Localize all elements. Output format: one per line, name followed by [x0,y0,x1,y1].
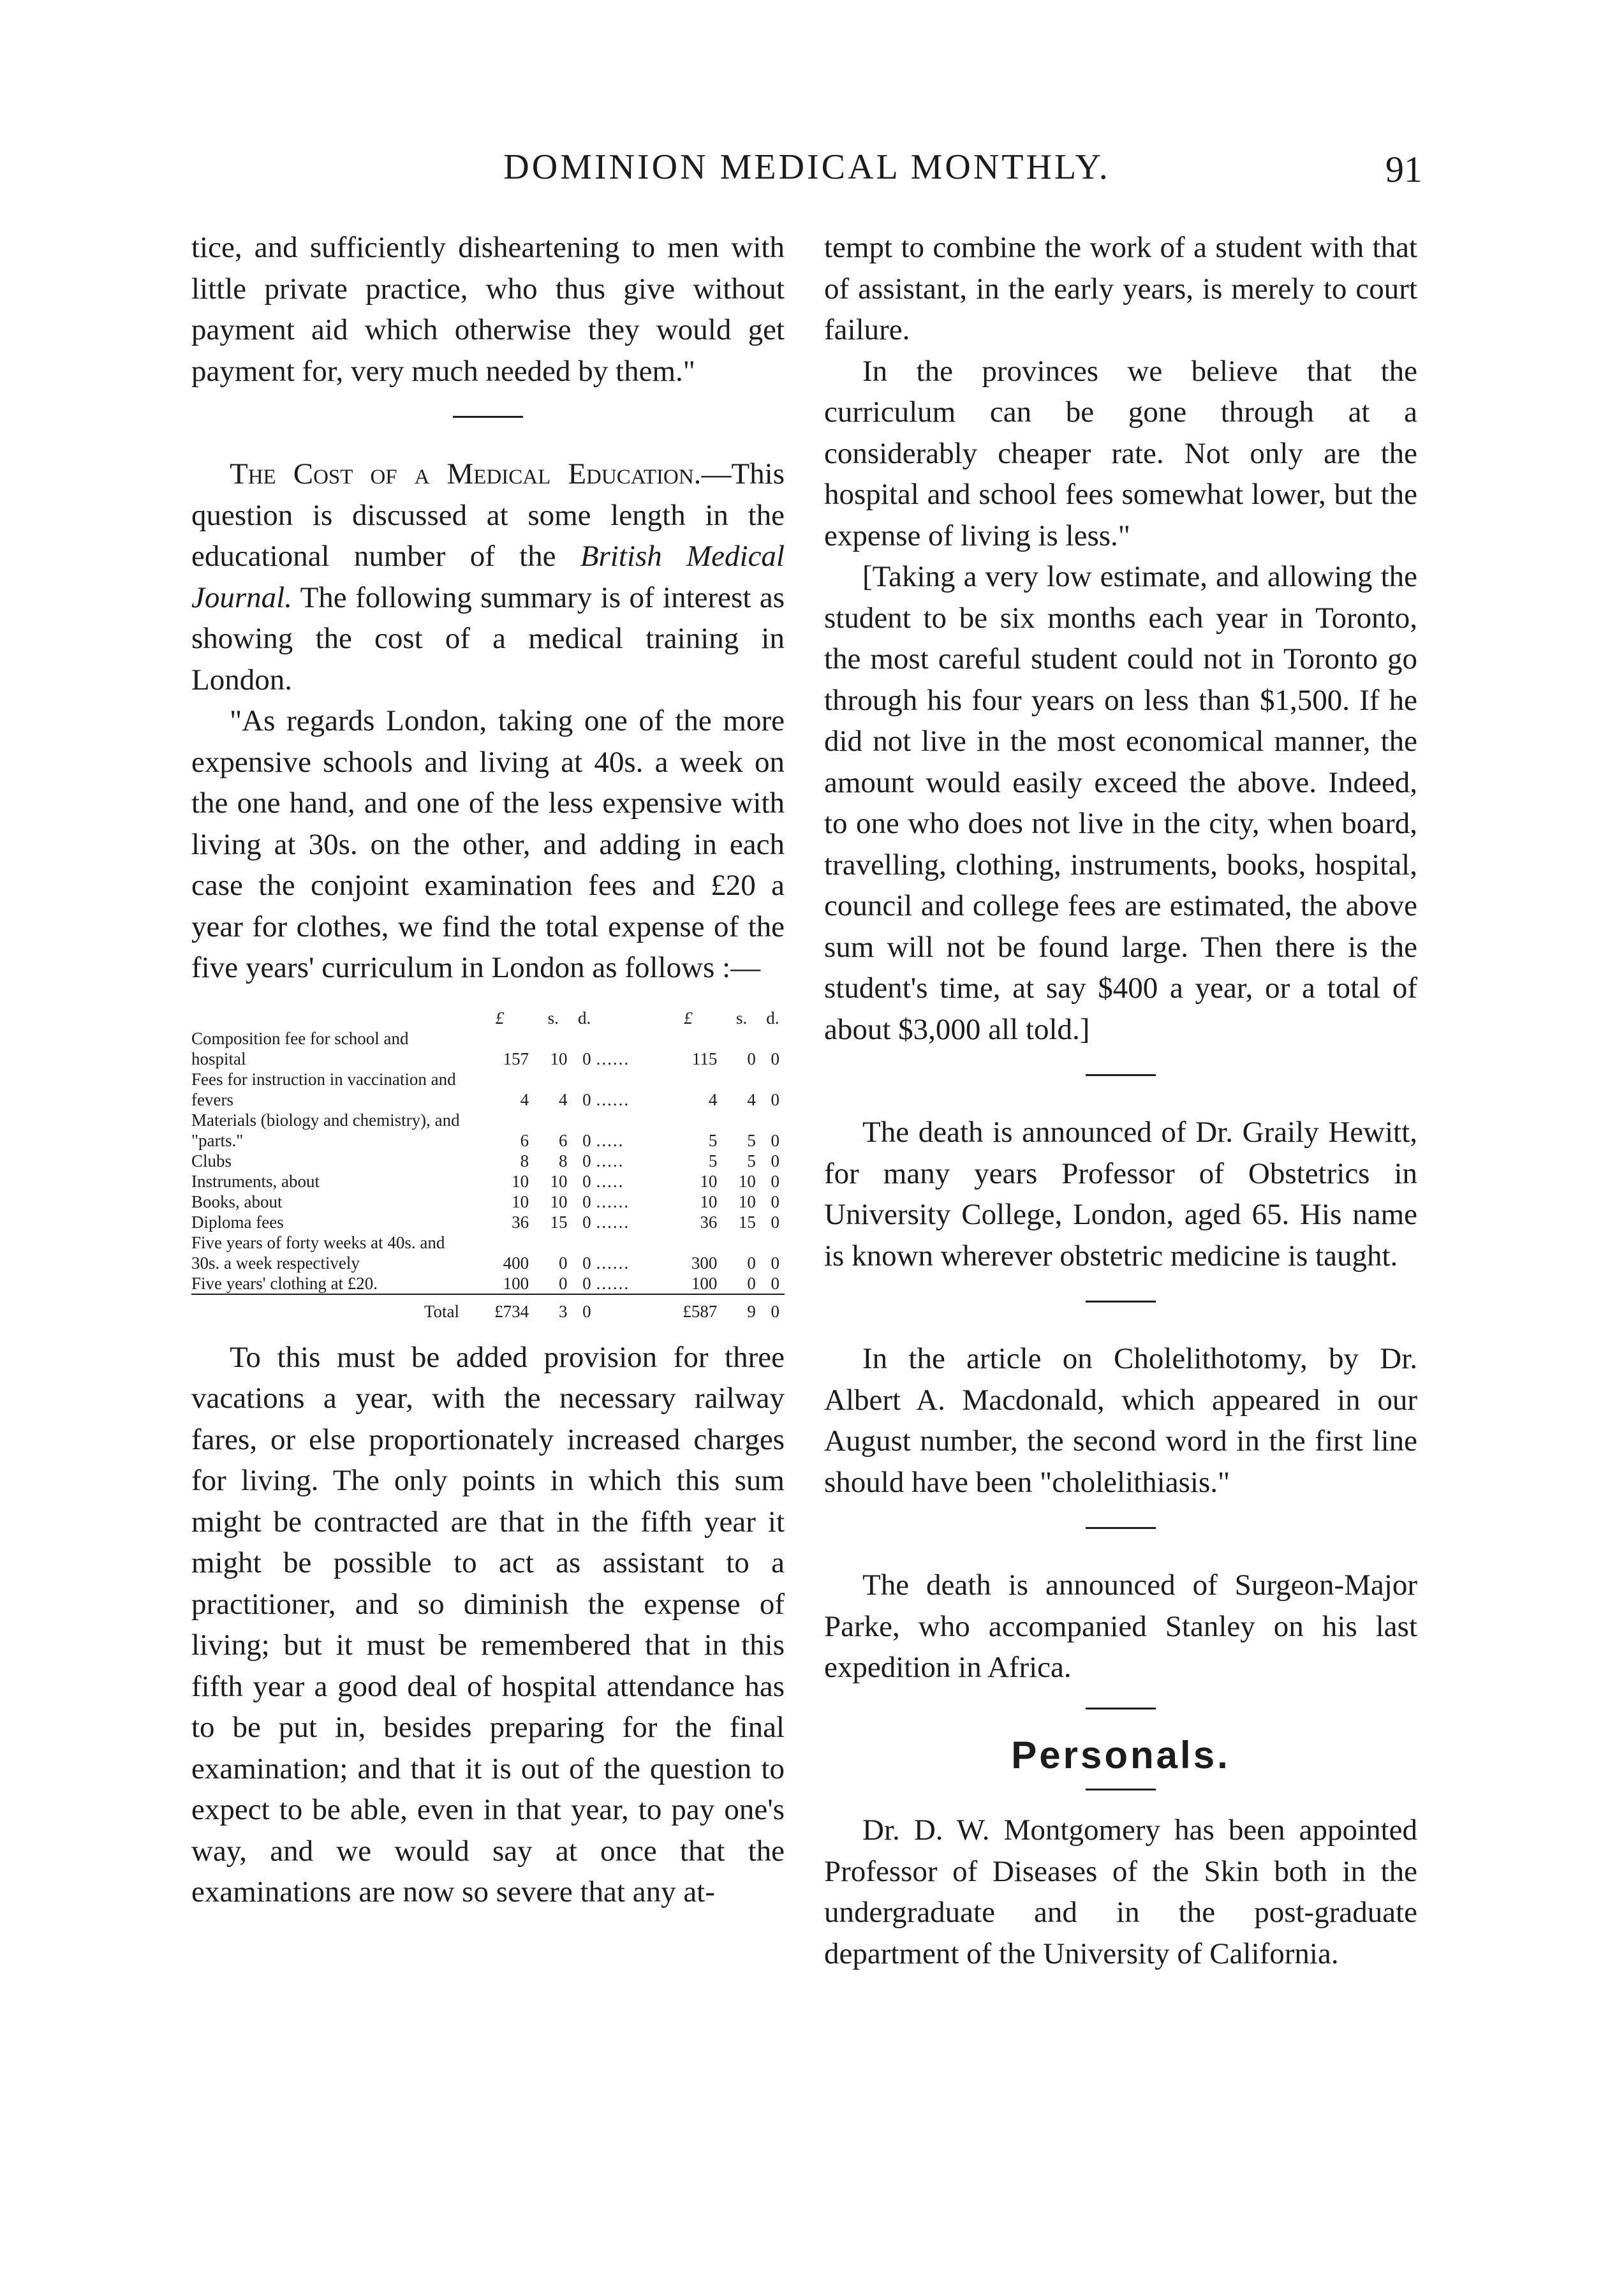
table-row: Five years' clothing at £20. 100 0 0 ...... 100 0 0 [191,1273,779,1293]
currency-header: £ [684,1008,693,1028]
right-column [824,227,1417,1974]
toronto-paragraph: [Taking a very low estimate, and allowing the student to be six months each year in Toronto, the most careful student could not in Toronto go through his four years on less than $1,500. If he did not live in the most economical manner, the amount would easily exceed the above. Indeed, to one who does not live in the city, when board, travelling, clothing, instruments, books, hospital, council and college fees are estimated, the above sum will not be found large. Then there is the student's time, at say $400 a year, or a total of about $3,000 all told.] [824,560,1417,1046]
running-head: DOMINION MEDICAL MONTHLY. [503,147,1111,187]
table-row: Five years of forty weeks at 40s. and 30s. a week respectively 400 0 0 ...... 300 0 0 [191,1232,779,1273]
table-row: Books, about 10 10 0 ...... 10 10 0 [191,1192,779,1211]
montgomery-paragraph: Dr. D. W. Montgomery has been appointed Professor of Diseases of the Skin both in the undergraduate and in the post-graduate department of the University of California. [824,1813,1417,1970]
hewitt-paragraph: The death is announced of Dr. Graily Hewitt, for many years Professor of Obstetrics in University College, London, aged 65. His name is known wherever obstetric medicine is taught. [824,1116,1417,1273]
cost-text-b: The following summary is of interest as showing the cost of a medical training in London. [191,580,785,697]
shillings-header: s. [547,1008,559,1028]
table-total-row: Total £734 3 0 £587 9 0 [191,1294,785,1322]
shillings-header: s. [735,1008,748,1028]
correction-paragraph: In the article on Cholelithotomy, by Dr. Albert A. Macdonald, which appeared in our August number, the second word in the first line should have been "cholelithiasis." [824,1342,1417,1499]
vacations-paragraph: To this must be added provision for three vacations a year, with the necessary railway fares, or else proportionately increased charges for living. The only points in which this sum might be contracted are that in the fifth year it might be possible to act as assistant to a practitioner, and so diminish the expense of living; but it must be remembered that in this fifth year a good deal of hospital attendance has to be put in, besides preparing for the final examination; and that it is out of the question to expect to be able, even in that year, to pay one's way, and we would say at once that the examinations are now so severe that any at- [191,1340,785,1908]
section-rule [1086,1074,1156,1076]
section-rule [1086,1527,1156,1529]
pence-header: d. [577,1008,591,1028]
journal-title: British Medical Journal. [191,540,785,614]
cost-table [191,1008,785,1322]
section-rule [1086,1301,1156,1303]
cost-paragraph [191,454,785,700]
section-rule [1086,1708,1156,1709]
personals-heading: Personals. [1011,1733,1230,1776]
table-row: Fees for instruction in vaccination and fevers 4 4 0 ...... 4 4 0 [191,1069,779,1109]
cost-text-a: —This question is discussed at some length in the educational number of the [191,457,785,573]
provinces-paragraph: In the provinces we believe that the curriculum can be gone through at a considerably cheaper rate. Not only are the hospital and school fees somewhat lower, but the expense of living is less." [824,354,1417,552]
total-label: Total [191,1294,466,1322]
parke-paragraph: The death is announced of Surgeon-Major Parke, who accompanied Stanley on his last expedition in Africa. [824,1569,1417,1684]
london-paragraph: "As regards London, taking one of the more expensive schools and living at 40s. a week on the one hand, and one of the less expensive with living at 30s. on the other, and adding in each case the conjoint examination fees and £20 a year for clothes, we find the total expense of the five years' curriculum in London as follows :— [191,704,785,984]
currency-header: £ [495,1008,505,1028]
table-row: Diploma fees 36 15 0 ...... 36 15 0 [191,1212,779,1232]
table-row: Materials (biology and chemistry), and "parts." 6 6 0 ..... 5 5 0 [191,1110,779,1150]
pence-header: d. [766,1008,779,1028]
table-row: Composition fee for school and hospital 157 10 0 ...... 115 0 0 [191,1028,779,1068]
left-column [191,227,785,1913]
table-row: Clubs 8 8 0 ..... 5 5 0 [191,1151,779,1170]
paragraph-continued: tice, and sufficiently disheartening to men with little private practice, who thus give without payment aid which otherwise they would get payment for, very much needed by them." [191,231,785,388]
table-row: Instruments, about 10 10 0 ..... 10 10 0 [191,1171,779,1191]
paragraph-continued: tempt to combine the work of a student with that of assistant, in the early years, is merely to court failure. [824,231,1417,346]
cost-heading: The Cost of a Medical Education. [230,457,702,491]
section-rule [1086,1789,1156,1790]
page-number: 91 [1385,149,1422,190]
table-header-row [191,1008,785,1028]
section-rule [453,416,523,418]
